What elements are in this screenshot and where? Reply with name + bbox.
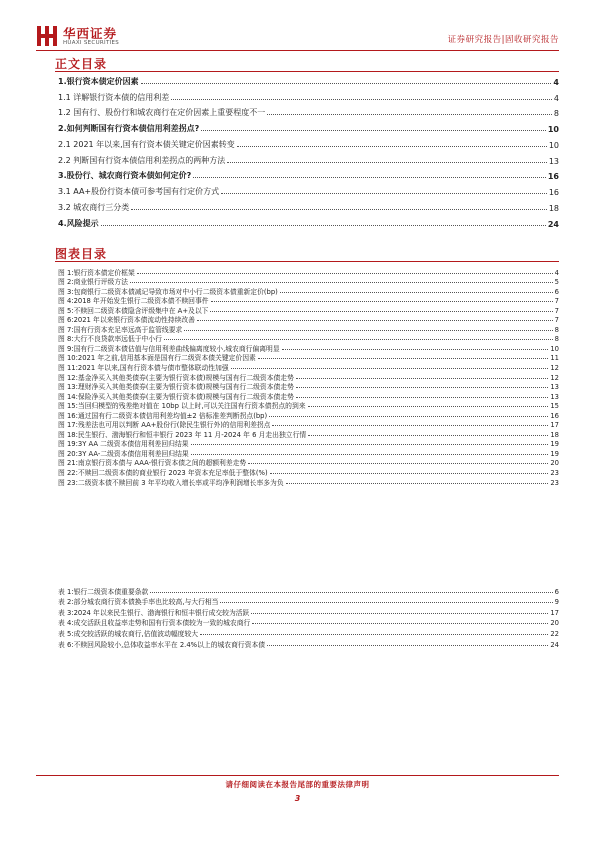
dot-leader <box>141 83 552 84</box>
toc-entry[interactable] <box>58 181 559 197</box>
dot-leader <box>231 368 549 369</box>
toc-entry[interactable] <box>58 71 559 87</box>
entry-page-number: 7 <box>554 297 559 306</box>
entry-page-number: 15 <box>550 402 559 411</box>
footer-disclaimer: 请仔细阅读在本报告尾部的重要法律声明 <box>225 780 370 789</box>
entry-title: 图 23:二级资本债不赎回前 3 年平均收入增长率或平均净利润增长率多为负 <box>58 478 284 487</box>
dot-leader <box>193 177 546 178</box>
entry-page-number: 8 <box>554 325 559 334</box>
brand-name-cn: 华西证券 <box>63 26 118 41</box>
page-header <box>36 22 559 52</box>
entry-title: 图 17:残差法也可用以判断 AA+股份行(除民生银行外)的信用利差拐点 <box>58 421 271 430</box>
toc-entry[interactable] <box>58 197 559 213</box>
entry-page-number: 11 <box>550 354 559 363</box>
dot-leader <box>248 463 548 464</box>
entry-page-number: 12 <box>550 373 559 382</box>
entry-title: 图 4:2018 年开始发生银行二级资本债不赎回事件 <box>58 297 209 306</box>
entry-title: 图 11:2021 年以来,国有行资本债与债市整体联动性加强 <box>58 364 229 373</box>
entry-title: 图 22:不赎回二级资本债的商业银行 2023 年资本充足率低于整体(%) <box>58 469 268 478</box>
entry-page-number: 10 <box>550 344 559 353</box>
entry-title: 表 6:不赎回风险较小,总体收益率水平在 2.4%以上的城农商行资本债 <box>58 640 266 649</box>
entry-page-number: 16 <box>550 411 559 420</box>
entry-title: 图 15:当回归模型的残差绝对值在 10bp 以上时,可以关注国有行资本债拐点的到来 <box>58 402 306 411</box>
entry-page-number: 6 <box>554 287 559 296</box>
entry-page-number: 24 <box>550 640 559 649</box>
header-divider <box>36 50 559 51</box>
dot-leader <box>269 416 548 417</box>
entry-page-number: 10 <box>548 140 559 150</box>
dot-leader <box>221 193 547 194</box>
entry-page-number: 13 <box>550 392 559 401</box>
huaxi-logo-icon <box>36 24 58 48</box>
dot-leader <box>171 99 552 100</box>
dot-leader <box>267 645 548 646</box>
entry-title: 1.2 国有行、股份行和城农商行在定价因素上重要程度不一 <box>58 108 266 118</box>
entry-page-number: 19 <box>550 449 559 458</box>
entry-title: 表 4:成交活跃且收益率走势和国有行资本债较为一致的城农商行 <box>58 619 251 628</box>
dot-leader <box>272 425 548 426</box>
entry-page-number: 7 <box>554 316 559 325</box>
entry-title: 1.银行资本债定价因素 <box>58 76 139 86</box>
entry-page-number: 8 <box>553 109 559 119</box>
page-number: 3 <box>294 794 301 803</box>
toc-entry[interactable] <box>58 134 559 150</box>
toc-title: 正文目录 <box>55 57 108 71</box>
entry-title: 表 2:部分城农商行资本债换手率也比较高,与大行相当 <box>58 598 219 607</box>
entry-page-number: 16 <box>547 172 559 182</box>
report-type: 证券研究报告|固收研究报告 <box>447 35 559 45</box>
figures-divider <box>55 261 559 262</box>
toc-entry[interactable] <box>58 87 559 103</box>
entry-page-number: 13 <box>550 383 559 392</box>
entry-page-number: 20 <box>550 619 559 628</box>
toc-entry[interactable] <box>58 118 559 134</box>
dot-leader <box>267 114 552 115</box>
table-entry[interactable] <box>58 627 559 638</box>
toc-entry[interactable] <box>58 150 559 166</box>
entry-title: 2.1 2021 年以来,国有行资本债关键定价因素转变 <box>58 139 235 149</box>
entry-title: 表 3:2024 年以来民生银行、渤海银行和恒丰银行成交较为活跃 <box>58 608 250 617</box>
dot-leader <box>237 146 547 147</box>
entry-title: 图 5:不赎回二级资本债隐含评级集中在 A+及以下 <box>58 306 209 315</box>
dot-leader <box>130 282 553 283</box>
dot-leader <box>296 378 548 379</box>
entry-title: 2.2 判断国有行资本债信用利差拐点的两种方法 <box>58 155 226 165</box>
dot-leader <box>131 209 547 210</box>
toc-entry[interactable] <box>58 103 559 119</box>
entry-page-number: 23 <box>550 478 559 487</box>
dot-leader <box>296 397 548 398</box>
entry-title: 3.股份行、城农商行资本债如何定价? <box>58 171 192 181</box>
dot-leader <box>101 225 546 226</box>
entry-page-number: 7 <box>554 306 559 315</box>
entry-page-number: 17 <box>550 608 559 617</box>
entry-title: 3.2 城农商行三分类 <box>58 202 130 212</box>
dot-leader <box>211 301 553 302</box>
dot-leader <box>220 602 552 603</box>
dot-leader <box>296 387 548 388</box>
entry-title: 图 19:3Y AA 二级资本债信用利差回归结果 <box>58 440 189 449</box>
entry-title: 图 1:银行资本债定价框架 <box>58 268 135 277</box>
figure-entry[interactable] <box>58 477 559 487</box>
dot-leader <box>210 311 552 312</box>
dot-leader <box>184 330 552 331</box>
entry-page-number: 12 <box>550 364 559 373</box>
dot-leader <box>201 130 546 131</box>
entry-page-number: 13 <box>548 156 559 166</box>
dot-leader <box>197 320 553 321</box>
dot-leader <box>251 613 548 614</box>
entry-title: 图 16:通过国有行二级资本债信用利差均值±2 倍标准差判断拐点(bp) <box>58 411 268 420</box>
table-entry[interactable] <box>58 638 559 649</box>
entry-page-number: 6 <box>554 587 559 596</box>
entry-title: 图 3:包商银行二级资本债减记导致市场对中小行二级资本债重新定价(bp) <box>58 287 278 296</box>
dot-leader <box>150 592 552 593</box>
entry-title: 图 21:南京银行资本债与 AAA-银行资本债之间的超额利差走势 <box>58 459 247 468</box>
entry-page-number: 18 <box>548 203 559 213</box>
toc-entry[interactable] <box>58 213 559 229</box>
entry-page-number: 10 <box>547 125 559 134</box>
figure-entry[interactable] <box>58 267 559 277</box>
entry-title: 图 13:理财净买入其他类债券(主要为银行资本债)规模与国有行二级资本债走势 <box>58 383 294 392</box>
entry-title: 2.如何判断国有行资本债信用利差拐点? <box>58 124 200 133</box>
dot-leader <box>137 273 553 274</box>
entry-page-number: 20 <box>550 459 559 468</box>
entry-page-number: 18 <box>550 430 559 439</box>
table-entry[interactable] <box>58 606 559 617</box>
figures-title: 图表目录 <box>55 247 108 261</box>
table-entry[interactable] <box>58 596 559 607</box>
entry-page-number: 19 <box>550 440 559 449</box>
entry-title: 4.风险提示 <box>58 218 99 228</box>
dot-leader <box>191 444 549 445</box>
entry-title: 图 8:大行不良贷款率远低于中小行 <box>58 335 162 344</box>
entry-title: 图 10:2021 年之前,信用基本面是国有行二级资本债关键定价因素 <box>58 354 256 363</box>
entry-page-number: 16 <box>548 188 559 197</box>
entry-page-number: 9 <box>554 598 559 607</box>
entry-page-number: 23 <box>550 469 559 478</box>
entry-title: 图 9:国有行二级资本债估值与信用利差曲线偏离度较小,城农商行偏离明显 <box>58 344 280 353</box>
dot-leader <box>191 454 549 455</box>
entry-page-number: 22 <box>550 629 559 638</box>
footer-divider <box>36 775 559 776</box>
entry-title: 3.1 AA+股份行资本债可参考国有行定价方式 <box>58 187 220 196</box>
entry-title: 表 1:银行二级资本债重要条款 <box>58 587 149 596</box>
dot-leader <box>252 623 548 624</box>
toc-entry[interactable] <box>58 166 559 182</box>
dot-leader <box>227 162 547 163</box>
entry-title: 图 18:民生银行、渤海银行和恒丰银行 2023 年 11 月-2024 年 6 月走出独立行情 <box>58 430 307 439</box>
entry-page-number: 4 <box>553 77 559 87</box>
dot-leader <box>308 435 548 436</box>
entry-title: 图 7:国有行资本充足率远高于监管线要求 <box>58 325 183 334</box>
entry-page-number: 5 <box>554 278 559 287</box>
entry-title: 表 5:成交较活跃的城农商行,估值波动幅度较大 <box>58 629 199 638</box>
dot-leader <box>282 349 549 350</box>
dot-leader <box>280 292 553 293</box>
entry-title: 图 2:商业银行评级方法 <box>58 278 128 287</box>
dot-leader <box>308 406 549 407</box>
dot-leader <box>286 483 549 484</box>
tables-list <box>58 585 559 649</box>
table-entry[interactable] <box>58 617 559 628</box>
toc-list <box>58 71 559 229</box>
entry-page-number: 4 <box>553 93 559 103</box>
entry-page-number: 8 <box>554 335 559 344</box>
table-entry[interactable] <box>58 585 559 596</box>
entry-page-number: 4 <box>554 268 559 277</box>
dot-leader <box>164 339 553 340</box>
dot-leader <box>258 358 549 359</box>
entry-page-number: 24 <box>547 219 559 229</box>
entry-title: 图 20:3Y AA-二级资本债信用利差回归结果 <box>58 449 189 458</box>
dot-leader <box>270 473 549 474</box>
entry-page-number: 17 <box>550 421 559 430</box>
figures-list <box>58 267 559 487</box>
entry-title: 图 14:保险净买入其他类债券(主要为银行资本债)规模与国有行二级资本债走势 <box>58 392 294 401</box>
entry-title: 1.1 详解银行资本债的信用利差 <box>58 92 170 102</box>
brand-name-en: HUAXI SECURITIES <box>63 40 120 46</box>
entry-title: 图 6:2021 年以来银行资本债流动性持续改善 <box>58 316 195 325</box>
entry-title: 图 12:基金净买入其他类债券(主要为银行资本债)规模与国有行二级资本债走势 <box>58 373 294 382</box>
dot-leader <box>200 634 548 635</box>
